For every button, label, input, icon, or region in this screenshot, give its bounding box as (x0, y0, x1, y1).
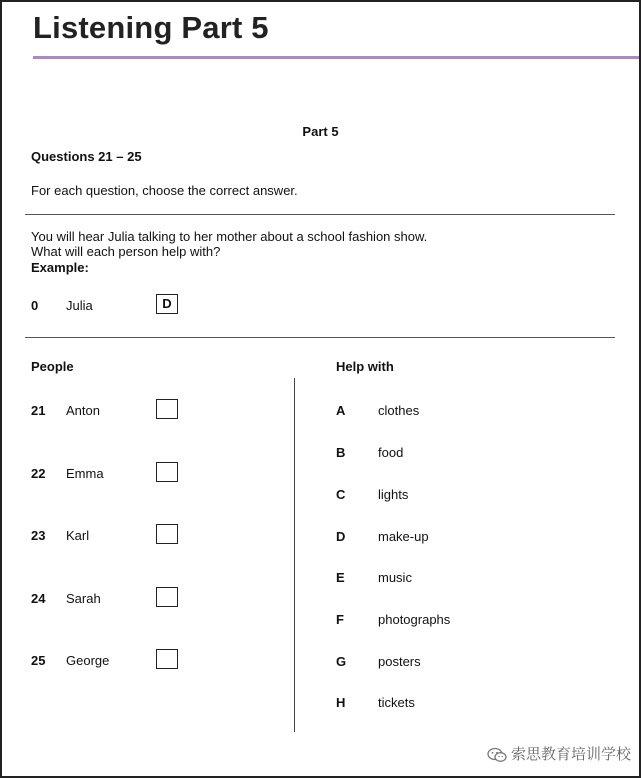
answer-box-22[interactable] (156, 462, 178, 482)
question-number-23: 23 (31, 528, 46, 543)
questions-range: Questions 21 – 25 (31, 149, 142, 164)
answer-box-21[interactable] (156, 399, 178, 419)
divider-top (25, 214, 615, 215)
people-heading: People (31, 359, 74, 374)
title-underline (33, 56, 639, 59)
example-label: Example: (31, 260, 89, 275)
option-letter-h: H (336, 695, 346, 710)
option-letter-d: D (336, 529, 346, 544)
person-name-anton: Anton (66, 403, 100, 418)
option-letter-g: G (336, 654, 347, 669)
option-letter-a: A (336, 403, 346, 418)
part-label: Part 5 (302, 124, 339, 139)
option-text-clothes: clothes (378, 403, 420, 418)
person-name-george: George (66, 653, 110, 668)
instruction-text: For each question, choose the correct answer. (31, 183, 298, 198)
help-heading: Help with (336, 359, 394, 374)
option-letter-c: C (336, 487, 346, 502)
option-text-tickets: tickets (378, 695, 415, 710)
answer-box-25[interactable] (156, 649, 178, 669)
watermark-text: 索思教育培训学校 (510, 746, 631, 763)
question-number-22: 22 (31, 466, 46, 481)
page-title: Listening Part 5 (33, 10, 269, 45)
option-text-photographs: photographs (378, 612, 451, 627)
option-letter-b: B (336, 445, 346, 460)
question-number-21: 21 (31, 403, 46, 418)
option-letter-f: F (336, 612, 344, 627)
answer-box-24[interactable] (156, 587, 178, 607)
answer-box-23[interactable] (156, 524, 178, 544)
person-name-karl: Karl (66, 528, 90, 543)
question-number-25: 25 (31, 653, 46, 668)
column-divider (294, 378, 295, 732)
option-text-lights: lights (378, 487, 409, 502)
option-text-music: music (378, 570, 412, 585)
intro-text (31, 229, 427, 259)
example-answer-box: D (156, 294, 178, 314)
divider-middle (25, 337, 615, 338)
example-number: 0 (31, 298, 39, 313)
intro-line-1: You will hear Julia talking to her mother about a school fashion show. (31, 229, 428, 244)
watermark (487, 743, 631, 764)
option-text-make-up: make-up (378, 529, 429, 544)
person-name-sarah: Sarah (66, 591, 101, 606)
option-letter-e: E (336, 570, 345, 585)
option-text-food: food (378, 445, 404, 460)
question-number-24: 24 (31, 591, 46, 606)
example-name: Julia (66, 298, 93, 313)
option-text-posters: posters (378, 654, 421, 669)
wechat-icon (487, 747, 507, 763)
person-name-emma: Emma (66, 466, 104, 481)
intro-line-2: What will each person help with? (31, 244, 221, 259)
